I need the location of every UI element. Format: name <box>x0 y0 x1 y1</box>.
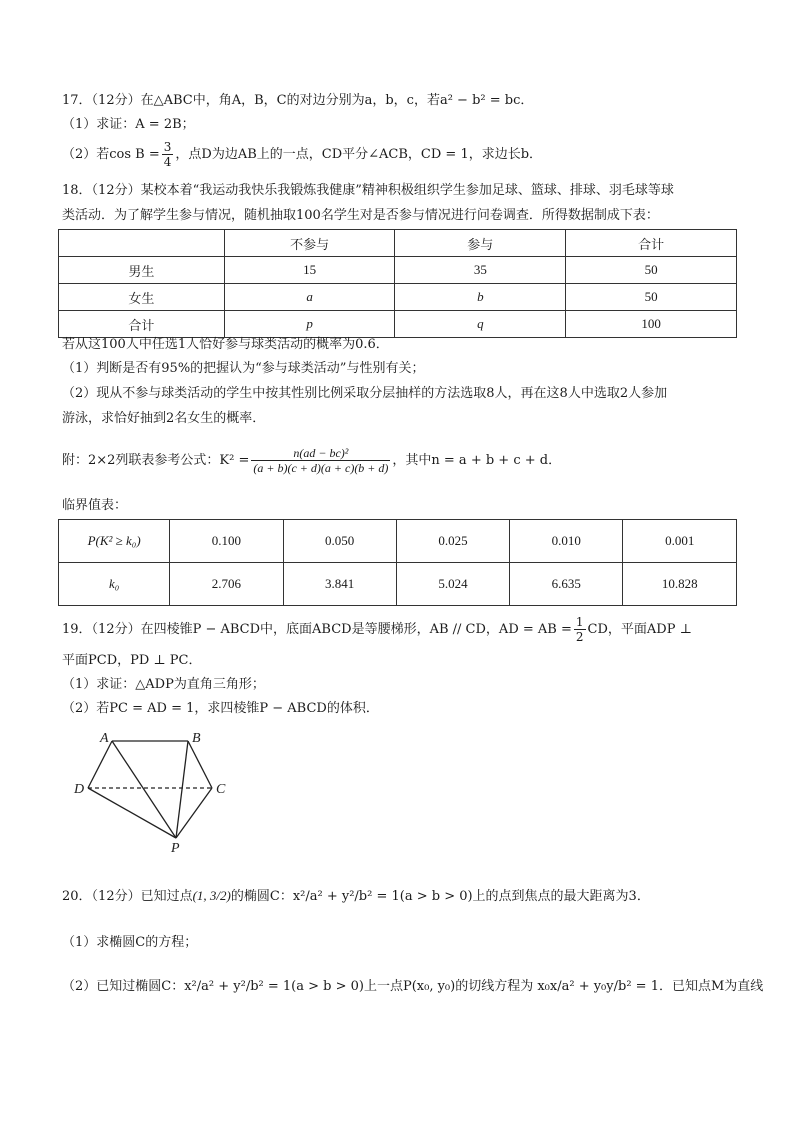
q17-line1: 17．（12分）在△ABC中，角A，B，C的对边分别为a，b，c，若a² − b² = bc． <box>62 93 534 108</box>
table-row <box>59 563 737 606</box>
table-cell: q <box>395 311 566 338</box>
q19-line3: （1）求证：△ADP为直角三角形； <box>62 677 265 692</box>
edge-ap <box>112 741 176 838</box>
table-cell: 3.841 <box>283 563 396 606</box>
q20-line1 <box>62 887 650 906</box>
table-row <box>59 257 737 284</box>
table-row-label: k₀ <box>59 563 170 606</box>
q20-point: (1, 3/2) <box>192 888 231 903</box>
edge-bc <box>188 741 212 788</box>
q18-line5: （2）现从不参与球类活动的学生中按其性别比例采取分层抽样的方法选取8人，再在这8人中选取2人参加 <box>62 386 668 401</box>
fraction-numerator: 1 <box>575 615 584 629</box>
table-cell: 5.024 <box>396 563 509 606</box>
q18-line6: 游泳，求恰好抽到2名女生的概率． <box>62 411 266 426</box>
formula-suffix: ，其中n = a + b + c + d． <box>392 453 562 468</box>
q19-line4: （2）若PC = AD = 1，求四棱锥P − ABCD的体积． <box>62 701 379 716</box>
q17-line3 <box>62 140 542 169</box>
table-cell: a <box>224 284 395 311</box>
table-cell: 0.050 <box>283 520 396 563</box>
q19-line1-post: CD，平面ADP ⊥ <box>587 622 692 637</box>
q20-line1-mid: 的椭圆C：x²/a² + y²/b² = 1(a > b > 0)上的点到焦点的最大距离为3． <box>230 889 650 904</box>
table-cell: 0.010 <box>510 520 623 563</box>
table-cell: 0.001 <box>623 520 737 563</box>
q18-line1: 18．（12分）某校本着“我运动我快乐我锻炼我健康”精神积极组织学生参加足球、篮球、排球、羽毛球等球 <box>62 183 674 198</box>
q19-line1-pre: 19．（12分）在四棱锥P − ABCD中，底面ABCD是等腰梯形，AB // CD，AD = AB = <box>62 622 572 637</box>
vertex-label-b: B <box>192 731 201 746</box>
table-row <box>59 520 737 563</box>
q18-line2: 类活动．为了解学生参与情况，随机抽取100名学生对是否参与情况进行问卷调查．所得数据制成下表： <box>62 208 659 223</box>
contingency-table <box>58 229 737 338</box>
table-cell: 合计 <box>59 311 225 338</box>
q19-line2: 平面PCD，PD ⊥ PC． <box>62 653 202 668</box>
pyramid-figure <box>70 728 240 854</box>
table-cell: 35 <box>395 257 566 284</box>
q18-line3: 若从这100人中任选1人恰好参与球类活动的概率为0.6． <box>62 337 389 352</box>
q17-line3-post: ，点D为边AB上的一点，CD平分∠ACB，CD = 1，求边长b． <box>175 147 543 162</box>
q20-line2: （1）求椭圆C的方程； <box>62 935 198 950</box>
q17-line2: （1）求证：A = 2B； <box>62 117 195 132</box>
fraction-3-4 <box>162 140 174 169</box>
table-row <box>59 284 737 311</box>
fraction-numerator: 3 <box>163 140 172 154</box>
q18-formula <box>62 446 561 476</box>
table-cell: 10.828 <box>623 563 737 606</box>
table-header-cell <box>59 230 225 257</box>
table-cell: 15 <box>224 257 395 284</box>
critical-value-table <box>58 519 737 606</box>
table-cell: 6.635 <box>510 563 623 606</box>
vertex-label-p: P <box>171 841 180 854</box>
q19-line1 <box>62 615 692 645</box>
formula-prefix: 附：2×2列联表参考公式：K² = <box>62 453 250 468</box>
fraction-denominator: 2 <box>575 630 584 644</box>
table-header-row <box>59 230 737 257</box>
q18-line4: （1）判断是否有95%的把握认为“参与球类活动”与性别有关； <box>62 361 425 376</box>
q20-line1-pre: 20．（12分）已知过点 <box>62 889 193 904</box>
table-header-cell: 参与 <box>395 230 566 257</box>
table-cell: p <box>224 311 395 338</box>
vertex-label-d: D <box>74 782 85 797</box>
fraction-denominator: 4 <box>163 155 172 169</box>
table-cell: 0.100 <box>170 520 283 563</box>
table-cell: 50 <box>566 257 737 284</box>
formula-denominator: (a + b)(c + d)(a + c)(b + d) <box>253 461 389 475</box>
table-cell: 100 <box>566 311 737 338</box>
critical-value-label: 临界值表： <box>62 498 128 513</box>
formula-numerator: n(ad − bc)² <box>251 446 390 461</box>
table-cell: b <box>395 284 566 311</box>
table-cell: 2.706 <box>170 563 283 606</box>
q17-line3-pre: （2）若cos B = <box>62 147 160 162</box>
table-cell: 男生 <box>59 257 225 284</box>
vertex-label-c: C <box>216 782 226 797</box>
table-cell: 女生 <box>59 284 225 311</box>
edge-dp <box>88 788 176 838</box>
edge-ad <box>88 741 112 788</box>
table-header-cell: 合计 <box>566 230 737 257</box>
table-cell: 50 <box>566 284 737 311</box>
vertex-label-a: A <box>100 731 109 746</box>
chi-square-fraction <box>251 446 390 475</box>
table-row <box>59 311 737 338</box>
fraction-1-2 <box>574 615 586 644</box>
table-cell: 0.025 <box>396 520 509 563</box>
q20-line3: （2）已知过椭圆C：x²/a² + y²/b² = 1(a > b > 0)上一点P(x₀, y₀)的切线方程为 x₀x/a² + y₀y/b² = 1．已知点M为直线 <box>62 979 764 994</box>
table-row-label: P(K² ≥ k₀) <box>59 520 170 563</box>
table-header-cell: 不参与 <box>224 230 395 257</box>
